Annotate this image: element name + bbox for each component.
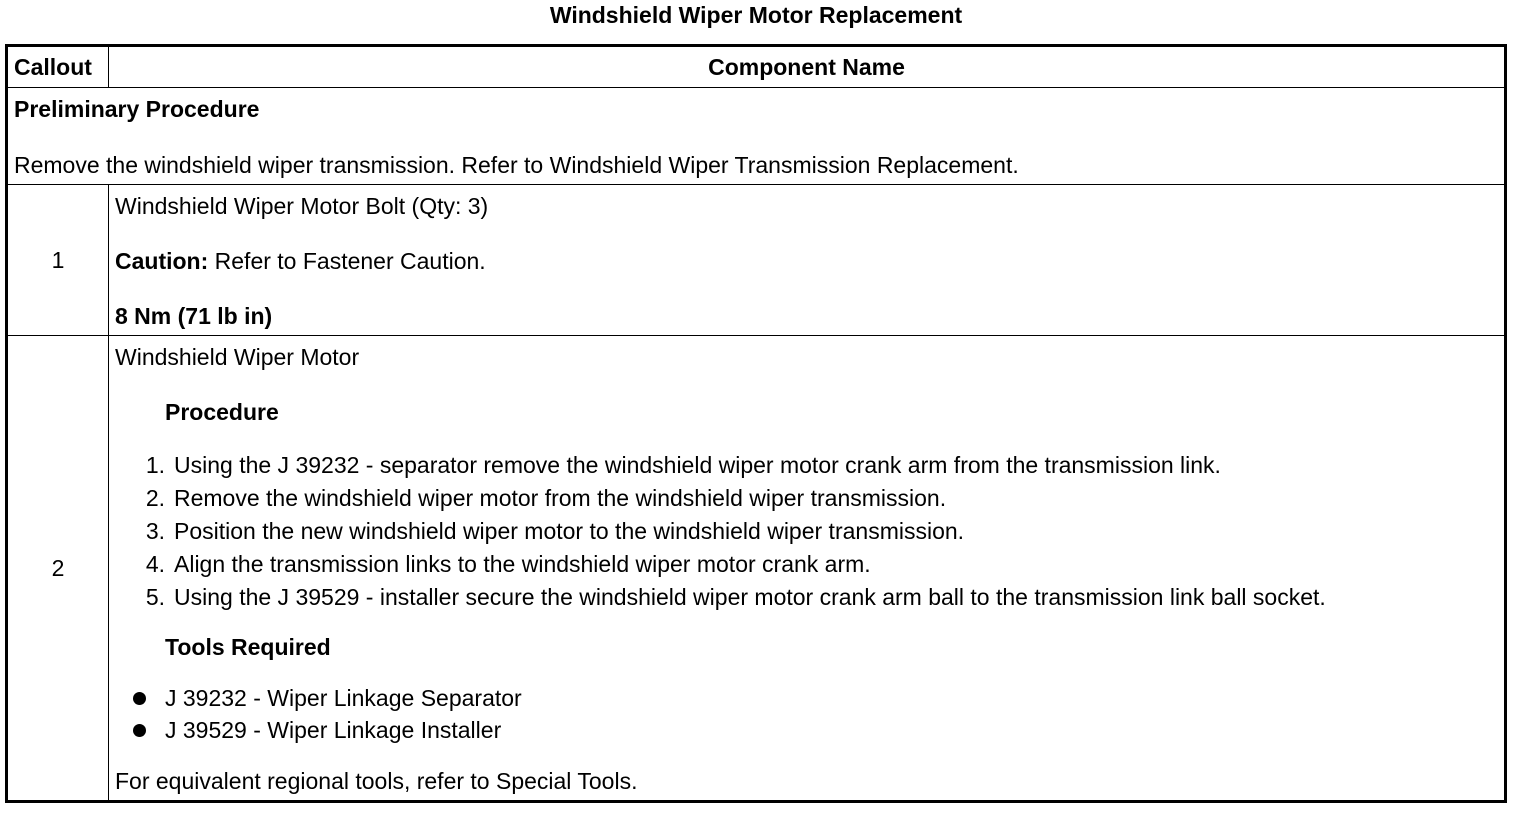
step-number: 3. (145, 518, 165, 544)
table-row (7, 185, 1506, 336)
caution-line (115, 248, 1498, 274)
table-header-row (7, 46, 1506, 88)
caution-text: Refer to Fastener Caution. (208, 248, 486, 274)
component-table (5, 44, 1507, 803)
procedure-steps (115, 449, 1498, 614)
callout-number: 2 (7, 336, 109, 802)
regional-tools-note: For equivalent regional tools, refer to Special Tools. (115, 768, 638, 794)
bullet-icon (133, 724, 146, 737)
callout-number: 1 (7, 185, 109, 336)
step-number: 4. (145, 551, 165, 577)
step-number: 1. (145, 452, 165, 478)
component-cell (109, 336, 1506, 802)
list-item (115, 449, 1498, 482)
preliminary-text: Remove the windshield wiper transmission. Refer to Windshield Wiper Transmission Replacement. (14, 152, 1019, 178)
step-number: 5. (145, 584, 165, 610)
component-name-column-header: Component Name (109, 46, 1506, 88)
bullet-icon (133, 692, 146, 705)
list-item (115, 482, 1498, 515)
preliminary-cell (7, 88, 1506, 185)
step-text: Position the new windshield wiper motor to the windshield wiper transmission. (174, 518, 965, 544)
list-item (115, 714, 1498, 746)
preliminary-row (7, 88, 1506, 185)
step-text: Using the J 39529 - installer secure the windshield wiper motor crank arm ball to the transmission link ball socket. (174, 584, 1326, 610)
preliminary-heading: Preliminary Procedure (14, 96, 260, 122)
tools-list (115, 682, 1498, 746)
tools-heading: Tools Required (165, 634, 331, 660)
component-name: Windshield Wiper Motor Bolt (Qty: 3) (115, 193, 489, 219)
list-item (115, 548, 1498, 581)
list-item (115, 682, 1498, 714)
document-title: Windshield Wiper Motor Replacement (549, 2, 963, 28)
step-number: 2. (145, 485, 165, 511)
component-cell (109, 185, 1506, 336)
torque-spec: 8 Nm (71 lb in) (115, 303, 273, 329)
step-text: Using the J 39232 - separator remove the windshield wiper motor crank arm from the transmission link. (174, 452, 1221, 478)
list-item (115, 581, 1498, 614)
table-row (7, 336, 1506, 802)
list-item (115, 515, 1498, 548)
step-text: Align the transmission links to the windshield wiper motor crank arm. (174, 551, 871, 577)
tool-text: J 39232 - Wiper Linkage Separator (165, 685, 522, 711)
procedure-heading: Procedure (165, 399, 279, 425)
callout-column-header: Callout (7, 46, 109, 88)
tool-text: J 39529 - Wiper Linkage Installer (165, 717, 502, 743)
caution-label: Caution: (115, 248, 209, 274)
step-text: Remove the windshield wiper motor from the windshield wiper transmission. (174, 485, 947, 511)
component-name: Windshield Wiper Motor (115, 344, 360, 370)
